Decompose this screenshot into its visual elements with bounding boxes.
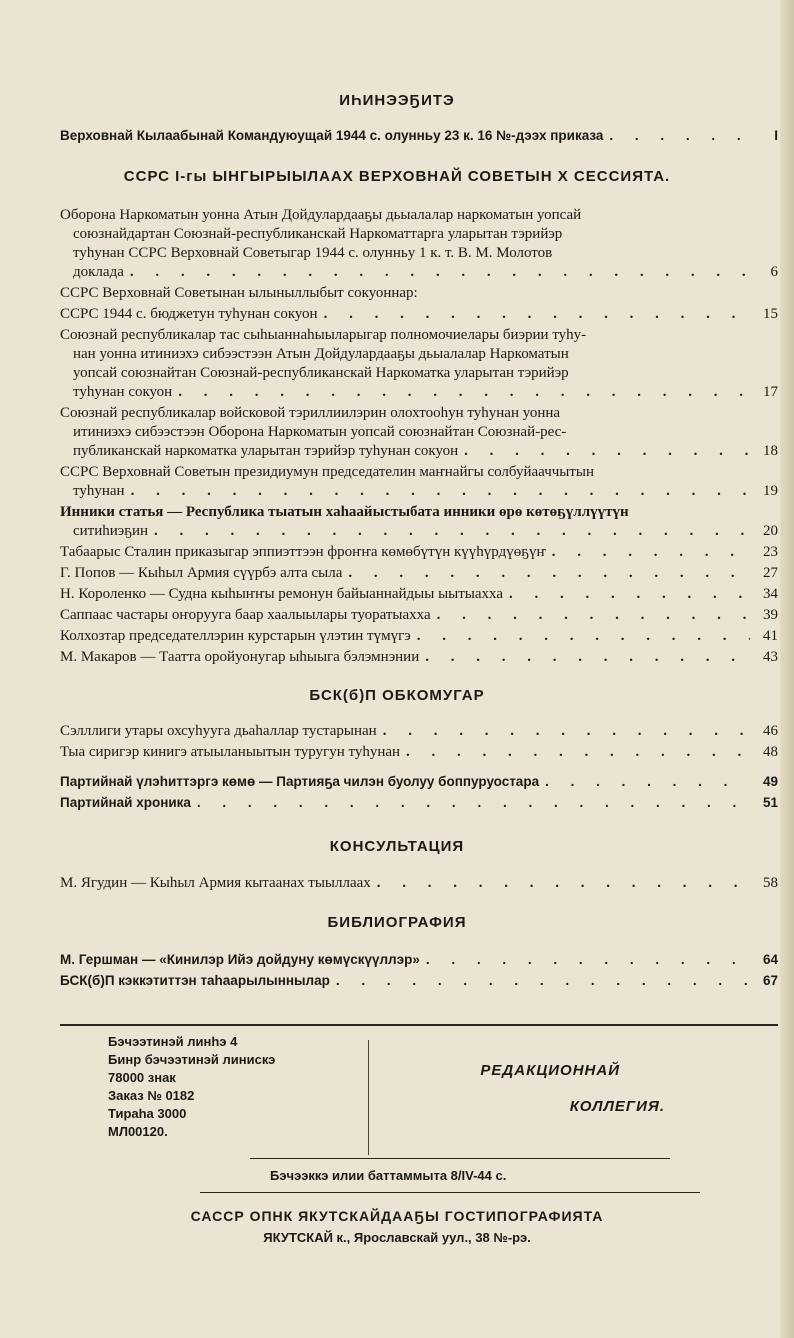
- page-number: 19: [763, 483, 778, 499]
- imprint-characters: 78000 знак: [108, 1070, 176, 1085]
- entry-line: Оборона Наркоматын уонна Атын Дойдулардааҕы дьыалалар наркоматын уопсай: [60, 207, 582, 223]
- article-entry: [60, 648, 778, 667]
- leader-dots: [464, 442, 750, 461]
- page-number: 51: [762, 795, 778, 810]
- page-number: 34: [763, 586, 778, 602]
- imprint-author-sheets: Бинр бэчээтинэй линискэ: [108, 1052, 276, 1067]
- section-consult-heading: КОНСУЛЬТАЦИЯ: [329, 838, 465, 855]
- party-entry: [60, 772, 778, 791]
- leader-dots: [383, 722, 750, 741]
- obkom-entry: [60, 743, 778, 762]
- leader-dots: [178, 383, 750, 402]
- leader-dots: [509, 585, 750, 604]
- leader-dots: [377, 874, 750, 893]
- leader-dots: [426, 950, 750, 969]
- leader-dots: [336, 971, 750, 990]
- entry-text: БСК(б)П кэккэтиттэн таһаарылыннылар: [60, 973, 330, 988]
- page-number: 20: [763, 523, 778, 539]
- page-number: 41: [763, 628, 778, 644]
- entry-line: итиниэхэ сибээстээн Оборона Наркоматын уопсай союзнайтан Союзнай-рес-: [73, 424, 567, 440]
- entry-line: нан уонна итиниэхэ сибээстээн Атын Дойдулардааҕы дьыалалар Наркоматын: [73, 346, 569, 362]
- page-number: 48: [763, 744, 778, 760]
- page-number: 18: [763, 443, 778, 459]
- entry-line: союзнайдартан Союзнай-республиканскай Наркоматтарга уларытан тэрийэр: [73, 226, 563, 242]
- entry-text: доклада: [73, 264, 124, 280]
- imprint-block: [108, 1033, 368, 1141]
- section-session-heading: ССРС I-гы ЫНГЫРЫЫЛААХ ВЕРХОВНАЙ СОВЕТЫН Х СЕССИЯТА.: [123, 168, 671, 185]
- entry-text: Партийнай хроника: [60, 795, 191, 810]
- entry-text: Г. Попов — Кыһыл Армия сүүрбэ алта сыла: [60, 565, 343, 581]
- press-name: САССР ОПНК ЯКУТСКАЙДААҔЫ ГОСТИПОГРАФИЯТА: [190, 1208, 604, 1224]
- article-entry: [60, 564, 778, 583]
- entry-line: Союзнай республикалар войсковой тэриллиилэрин олохтооһун туһунан уонна: [60, 405, 561, 421]
- page-number: 17: [763, 384, 778, 400]
- leader-dots: [552, 543, 750, 562]
- leader-dots: [154, 522, 750, 541]
- entry-line: Союзнай республикалар тас сыһыаннаһыыларыгар полномочиелары биэрии туһу-: [60, 327, 587, 343]
- biblio-entry: [60, 971, 778, 990]
- page-edge: [780, 0, 794, 1338]
- entry-text: Колхозтар председателлэрин курстарын үлэтин түмүгэ: [60, 628, 411, 644]
- page-number: 43: [763, 649, 778, 665]
- article-entry: [60, 627, 778, 646]
- entry-line: уопсай союзнайтан Союзнай-республиканскай Наркоматка уларытан тэрийэр: [73, 365, 569, 381]
- leader-dots: [348, 564, 750, 583]
- page-number: 27: [763, 565, 778, 581]
- page-number: 49: [762, 774, 778, 789]
- session-entry: [60, 284, 778, 303]
- section-biblio-heading: БИБЛИОГРАФИЯ: [327, 914, 467, 931]
- article-entry: [60, 606, 778, 625]
- leader-dots: [406, 743, 750, 762]
- entry-text: Сэлллиги утары охсуһууга дьаһаллар тустарынан: [60, 723, 377, 739]
- imprint-order: Заказ № 0182: [108, 1088, 195, 1103]
- session-entry: [60, 206, 778, 282]
- order-page: I: [774, 128, 778, 143]
- footer-rule-top: [60, 1024, 778, 1026]
- editorial-board-2: КОЛЛЕГИЯ.: [569, 1098, 665, 1115]
- entry-text: М. Гершман — «Кинилэр Ийэ дойдуну көмүскүүллэр»: [60, 952, 420, 967]
- leader-dots: [417, 627, 750, 646]
- entry-text: туһунан сокуон: [73, 384, 173, 400]
- page-number: 64: [762, 952, 778, 967]
- entry-text: Табаарыс Сталин приказыгар эппиэттээн фроҥҥа көмөбүтүн күүһүрдүөҕүҥ: [60, 544, 546, 560]
- article-entry: [60, 503, 778, 541]
- entry-text: туһунан: [73, 483, 125, 499]
- entry-text: Партийнай үлэһиттэргэ көмө — Партияҕа чилэн буолуу боппуруостара: [60, 774, 540, 789]
- editorial-board-1: РЕДАКЦИОННАЙ: [480, 1062, 620, 1079]
- article-entry: [60, 585, 778, 604]
- entry-text: ситиһиэҕин: [73, 523, 149, 539]
- press-address: ЯКУТСКАЙ к., Ярославскай уул., 38 №-рэ.: [263, 1230, 531, 1245]
- entry-text: публиканскай наркоматка уларытан тэрийэр туһунан сокуон: [73, 443, 459, 459]
- entry-line: туһунан ССРС Верховнай Советыгар 1944 с. олунньу 1 к. т. В. М. Молотов: [73, 245, 553, 261]
- section-obkom-heading: БСК(б)П ОБКОМУГАР: [309, 687, 485, 704]
- leader-dots: [425, 648, 750, 667]
- session-entry: [60, 305, 778, 324]
- imprint-sheets: Бэчээтинэй линһэ 4: [108, 1034, 238, 1049]
- entry-line: ССРС Верховнай Советын президиумун председателин маҥнайгы солбуйааччытын: [60, 464, 595, 480]
- entry-text: М. Ягудин — Кыһыл Армия кытаанах тыыллаах: [60, 875, 371, 891]
- entry-text: Тыа сиригэр кинигэ атыыланыытын туругун туһунан: [60, 744, 401, 760]
- signed-rule-top: [250, 1158, 670, 1159]
- page-number: 15: [763, 306, 778, 322]
- biblio-entry: [60, 950, 778, 969]
- entry-text: ССРС Верховнай Советынан ылыныллыбыт сокуоннар:: [60, 285, 418, 301]
- party-entry: [60, 793, 778, 812]
- consult-entry: [60, 874, 778, 893]
- contents-title: ИҺИНЭЭҔИТЭ: [339, 92, 455, 109]
- entry-text: Н. Короленко — Судна кыһыҥҥы ремонун байыаннайдыы ыытыахха: [60, 586, 503, 602]
- page-number: 39: [763, 607, 778, 623]
- leader-dots: [545, 772, 750, 791]
- order-line: [60, 126, 778, 145]
- leader-dots: [197, 793, 750, 812]
- leader-dots: [131, 482, 750, 501]
- page-number: 46: [763, 723, 778, 739]
- entry-text: Саппаас частары оҥоруугa баар хаалыылары туоратыахха: [60, 607, 431, 623]
- obkom-entry: [60, 722, 778, 741]
- session-entry: [60, 326, 778, 402]
- page-number: 6: [770, 264, 778, 280]
- imprint-code: МЛ00120.: [108, 1124, 168, 1139]
- page-number: 67: [762, 973, 778, 988]
- signed-rule-bottom: [200, 1192, 700, 1193]
- leader-dots: [130, 263, 750, 282]
- order-text: Верховнай Кылаабынай Командуюущай 1944 с. олунньу 23 к. 16 №-дээх приказа: [60, 128, 604, 143]
- page-number: 58: [763, 875, 778, 891]
- imprint-circulation: Тираһа 3000: [108, 1106, 187, 1121]
- leader-dots: [324, 305, 750, 324]
- entry-line: Инники статья — Республика тыатын хаһаайыстыбата инники өрө көтөҕүллүүтүн: [60, 504, 629, 520]
- entry-text: ССРС 1944 с. бюджетун туһунан сокуон: [60, 306, 318, 322]
- signed-date: Бэчээккэ илии баттаммыта 8/IV-44 с.: [270, 1168, 507, 1183]
- article-entry: [60, 543, 778, 562]
- session-entry: [60, 404, 778, 461]
- session-entry: [60, 463, 778, 501]
- page-number: 23: [763, 544, 778, 560]
- leader-dots: [437, 606, 750, 625]
- entry-text: М. Макаров — Таатта оройуонугар ыһыыга бэлэмнэнии: [60, 649, 420, 665]
